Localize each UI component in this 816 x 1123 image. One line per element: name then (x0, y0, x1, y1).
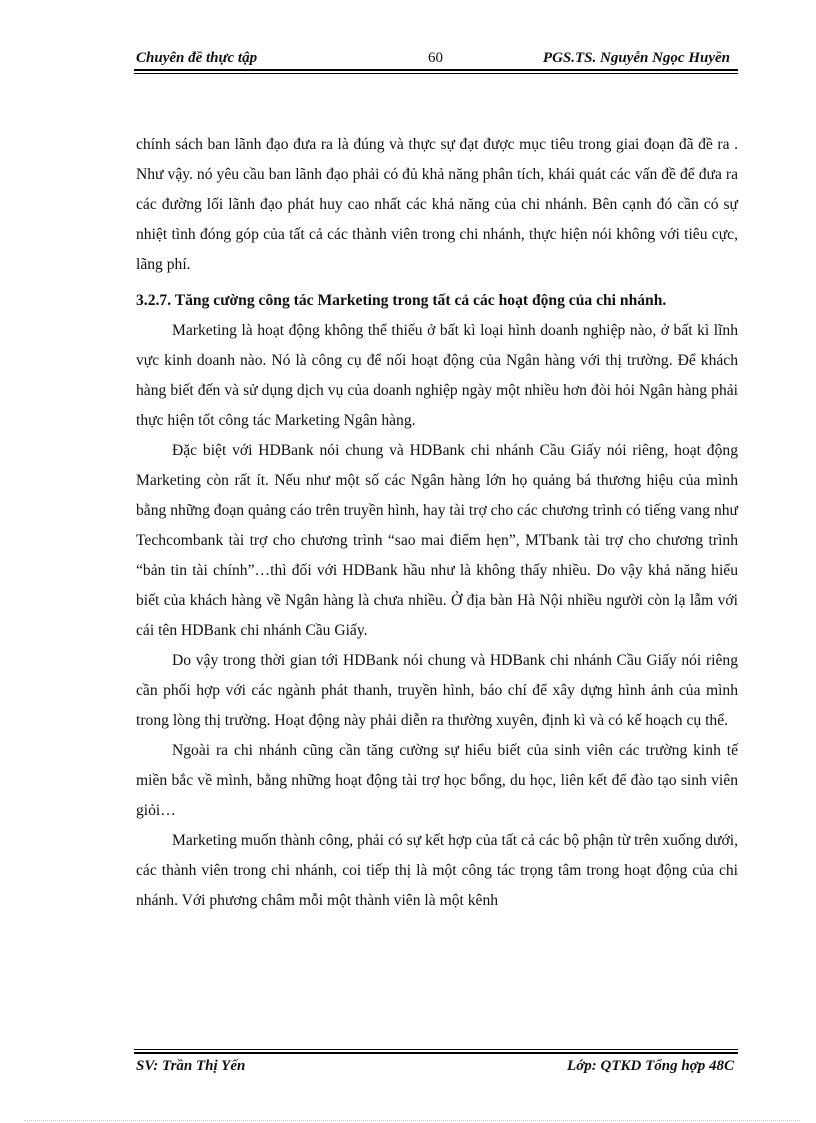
paragraph: Do vậy trong thời gian tới HDBank nói chung và HDBank chi nhánh Cầu Giấy nói riêng cần phối hợp với các ngành phát thanh, truyền hình, báo chí để xây dựng hình ảnh của mình trong lòng thị trường. Hoạt động này phải diễn ra thường xuyên, định kì và có kế hoạch cụ thể. (136, 652, 738, 729)
page-number: 60 (428, 50, 443, 66)
footer-rule-thin (134, 1049, 738, 1050)
footer-student: SV: Trần Thị Yến (136, 1058, 246, 1074)
page-body (136, 130, 738, 916)
paragraph: Marketing muốn thành công, phải có sự kết hợp của tất cả các bộ phận từ trên xuống dưới, các thành viên trong chi nhánh, coi tiếp thị là một công tác trọng tâm trong hoạt động của chi nhánh. Với phương châm mỗi một thành viên là một kênh (136, 832, 738, 909)
header-supervisor: PGS.TS. Nguyễn Ngọc Huyền (542, 50, 730, 66)
paragraph: Ngoài ra chi nhánh cũng cần tăng cường sự hiểu biết của sinh viên các trường kinh tế miền bắc về mình, bằng những hoạt động tài trợ học bổng, du học, liên kết để đào tạo sinh viên giỏi… (136, 742, 738, 819)
footer-class: Lớp: QTKD Tổng hợp 48C (567, 1058, 734, 1074)
page-footer (134, 1054, 738, 1080)
header-title: Chuyên đề thực tập (136, 50, 258, 66)
paragraph: Đặc biệt với HDBank nói chung và HDBank chi nhánh Cầu Giấy nói riêng, hoạt động Marketing còn rất ít. Nếu như một số các Ngân hàng lớn họ quảng bá thương hiệu của mình bằng những đoạn quảng cáo trên truyền hình, hay tài trợ cho các chương trình có tiếng vang như Techcombank tài trợ cho chương trình “sao mai điểm hẹn”, MTbank tài trợ cho chương trình “bản tin tài chính”…thì đối với HDBank hầu như là không thấy nhiều. Do vậy khả năng hiểu biết của khách hàng về Ngân hàng là chưa nhiều. Ở địa bàn Hà Nội nhiều người còn lạ lẫm với cái tên HDBank chi nhánh Cầu Giấy. (136, 442, 738, 639)
page-header (134, 46, 738, 70)
header-rule-thick (134, 69, 738, 71)
header-rule-thin (134, 73, 738, 74)
paragraph-continuation: chính sách ban lãnh đạo đưa ra là đúng và thực sự đạt được mục tiêu trong giai đoạn đã đề ra . Như vậy. nó yêu cầu ban lãnh đạo phải có đủ khả năng phân tích, khái quát các vấn đề để đưa ra các đường lối lãnh đạo phát huy cao nhất các khả năng của chi nhánh. Bên cạnh đó cần có sự nhiệt tình đóng góp của tất cả các thành viên trong chi nhánh, thực hiện nói không với tiêu cực, lãng phí. (136, 136, 738, 273)
page-bottom-dotted-edge (24, 1120, 800, 1121)
section-heading: 3.2.7. Tăng cường công tác Marketing trong tất cả các hoạt động của chi nhánh. (136, 292, 667, 309)
paragraph: Marketing là hoạt động không thể thiếu ở bất kì loại hình doanh nghiệp nào, ở bất kì lĩnh vực kinh doanh nào. Nó là công cụ để nối hoạt động của Ngân hàng với thị trường. Để khách hàng biết đến và sử dụng dịch vụ của doanh nghiệp ngày một nhiều hơn đòi hỏi Ngân hàng phải thực hiện tốt công tác Marketing Ngân hàng. (136, 322, 738, 429)
